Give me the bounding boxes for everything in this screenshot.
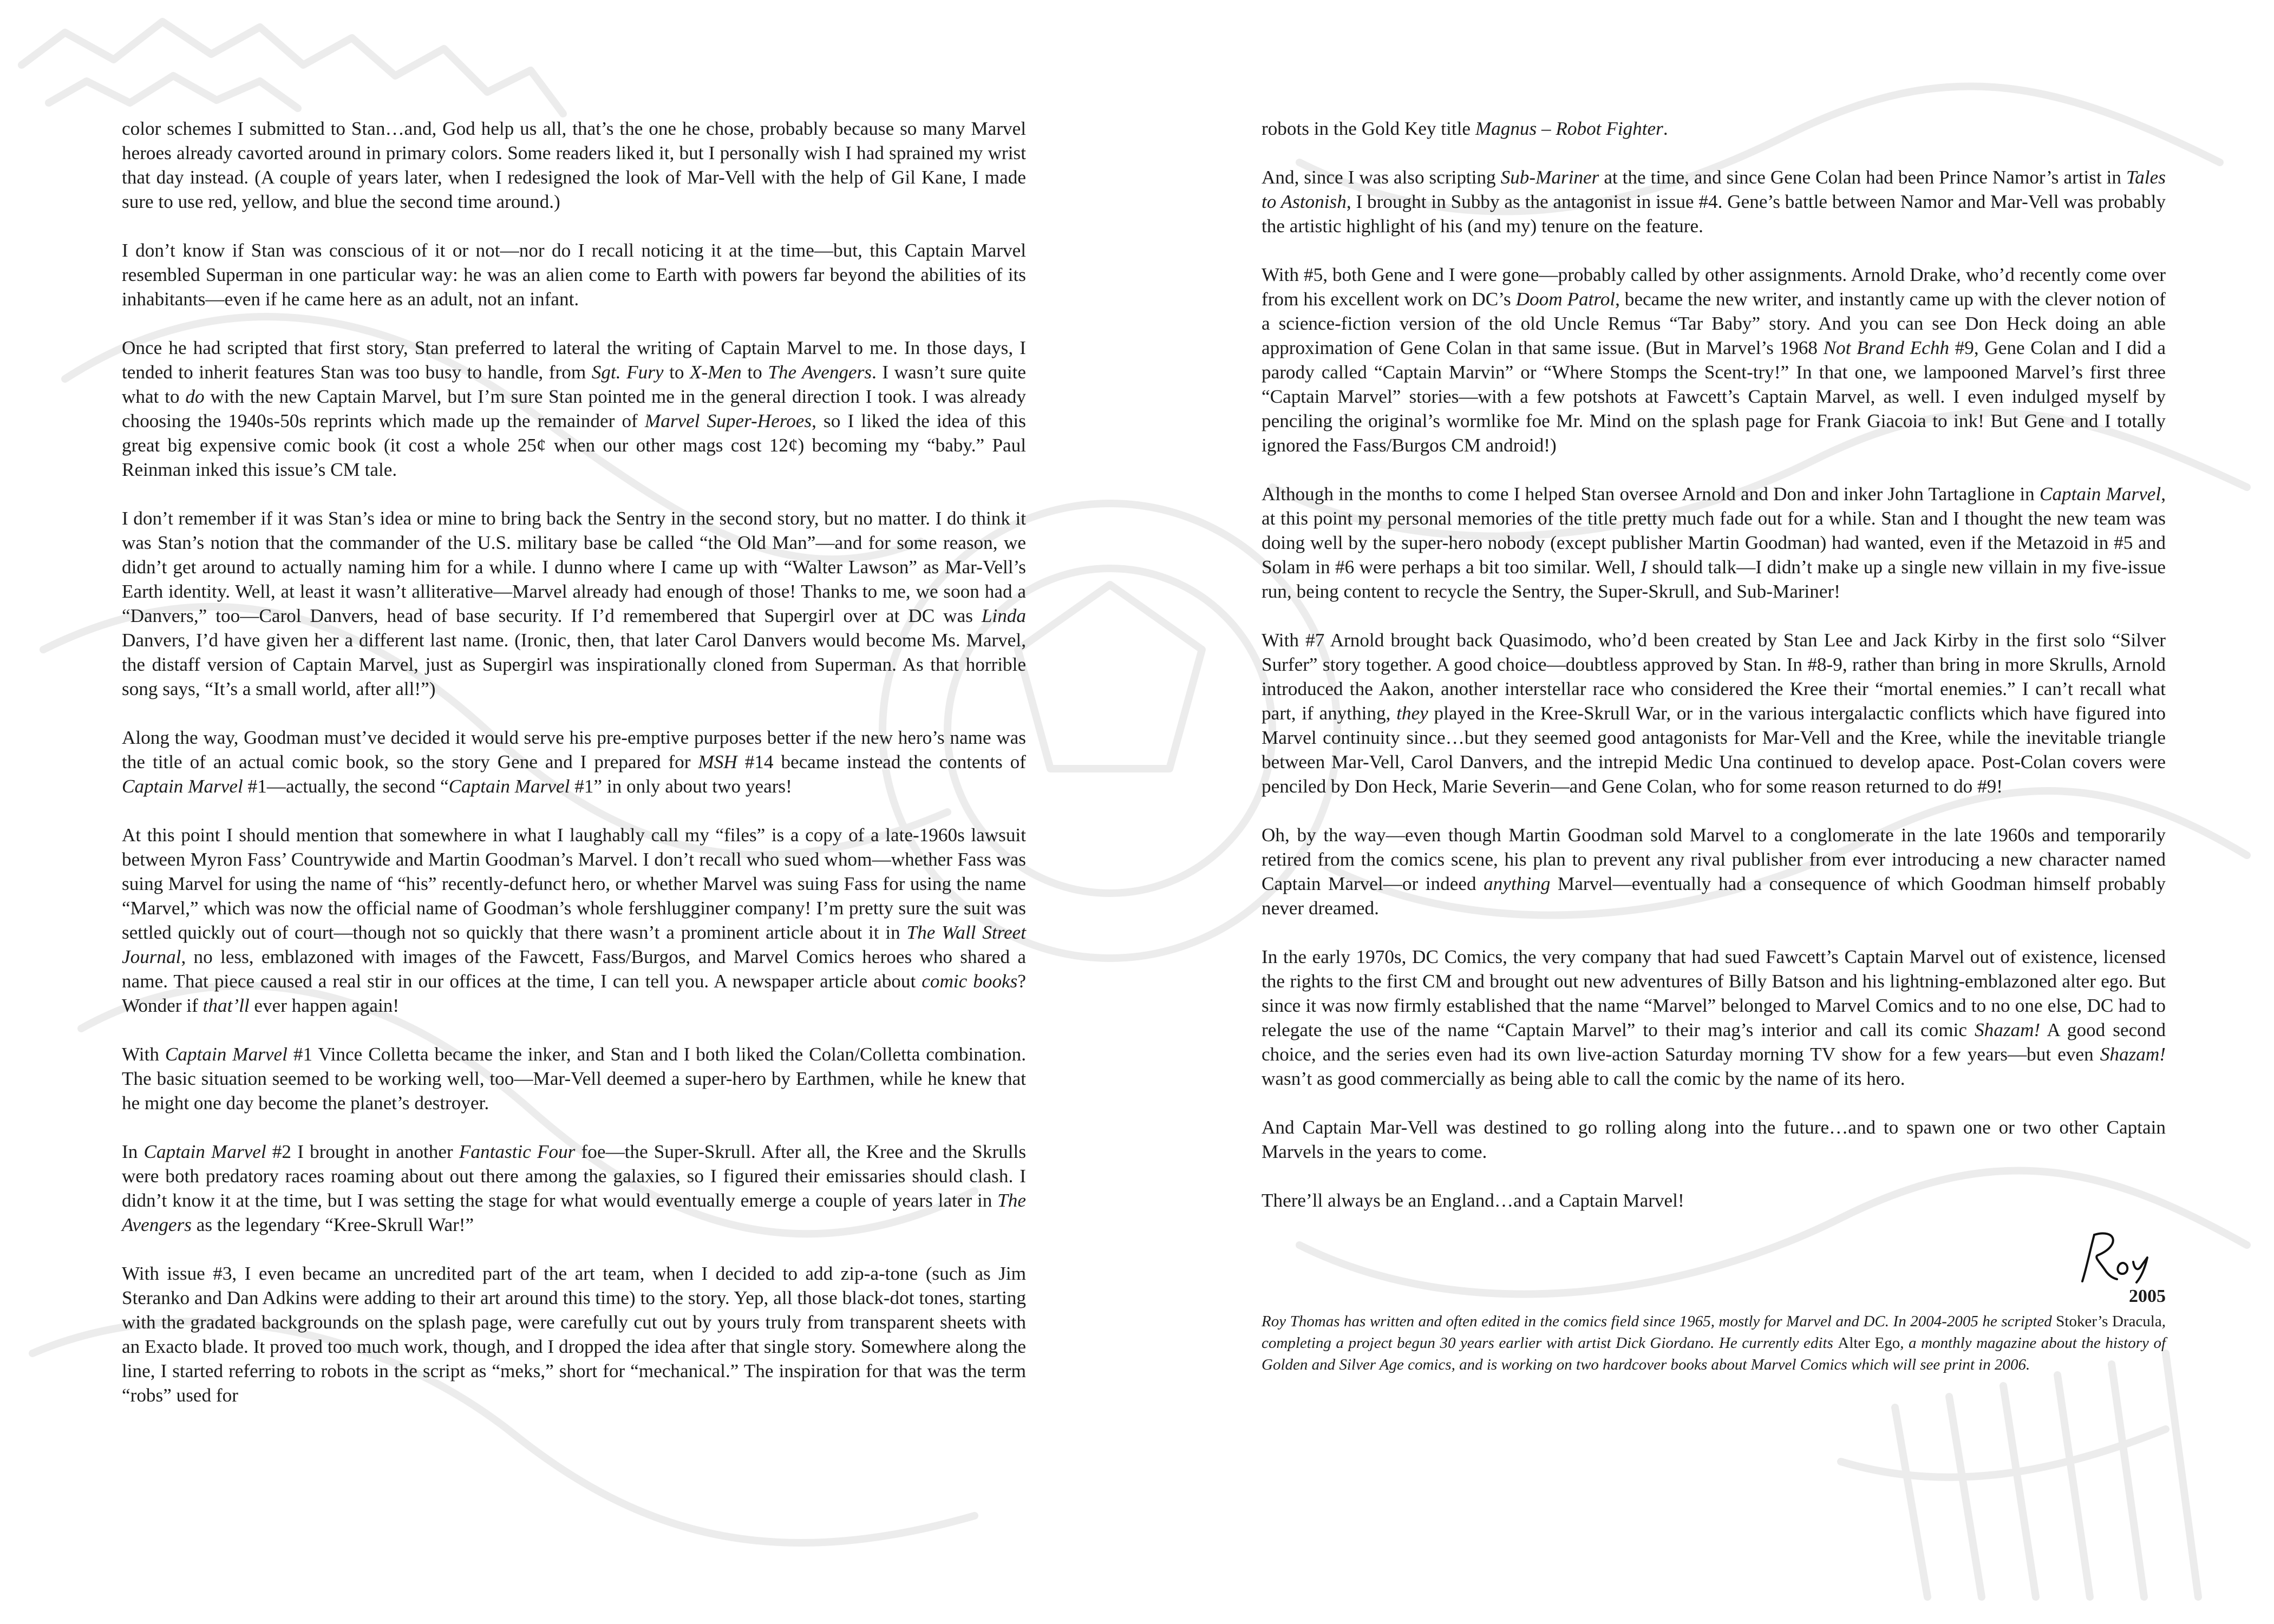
left-paragraph-8: In Captain Marvel #2 I brought in another Fantastic Four foe—the Super-Skrull. After all, the Kree and the Skrulls were both predatory races roaming about out there among the galaxies, so I figured their emissaries should clash. I didn’t know it at the time, but I was setting the stage for what would eventually emerge a couple of years later in The Avengers as the legendary “Kree-Skrull War!” [122, 1141, 1027, 1235]
right-column [1262, 116, 2166, 1400]
left-column [122, 116, 1026, 1407]
left-paragraph-4: I don’t remember if it was Stan’s idea or mine to bring back the Sentry in the second story, but no matter. I do think it was Stan’s notion that the commander of the U.S. military base be called “the Old Man”—and for some reason, we didn’t get around to actually naming him for a while. I dunno where I came up with “Walter Lawson” as Mar-Vell’s Earth identity. Well, at least it wasn’t alliterative—Marvel already had enough of those! Thanks to me, we soon had a “Danvers,” too—Carol Danvers, head of base security. If I’d remembered that Supergirl over at DC was Linda Danvers, I’d have given her a different last name. (Ironic, then, that later Carol Danvers would become Ms. Marvel, the distaff version of Captain Marvel, just as Supergirl was inspirationally cloned from Superman. As that horrible song says, “It’s a small world, after all!”) [122, 508, 1026, 699]
right-paragraph-1: robots in the Gold Key title Magnus – Robot Fighter. [1262, 118, 1668, 139]
left-paragraph-2: I don’t know if Stan was conscious of it or not—nor do I recall noticing it at the time—but, this Captain Marvel resembled Superman in one particular way: he was an alien come to Earth with powers far beyond the abilities of its inhabitants—even if he came here as an adult, not an infant. [122, 240, 1026, 310]
left-paragraph-5: Along the way, Goodman must’ve decided it would serve his pre-emptive purposes better if the new hero’s name was the title of an actual comic book, so the story Gene and I prepared for MSH #14 became instead the contents of Captain Marvel #1—actually, the second “Captain Marvel #1” in only about two years! [122, 727, 1026, 797]
right-paragraph-6: Oh, by the way—even though Martin Goodman sold Marvel to a conglomerate in the late 1960s and temporarily retired from the comics scene, his plan to prevent any rival publisher from ever introducing a new character named Captain Marvel—or indeed anything Marvel—eventually had a consequence of which Goodman himself probably never dreamed. [1262, 824, 2166, 919]
left-paragraph-7: With Captain Marvel #1 Vince Colletta became the inker, and Stan and I both liked the Colan/Colletta combination. The basic situation seemed to be working well, too—Mar-Vell deemed a super-hero by Earthmen, while he knew that he might one day become the planet’s destroyer. [122, 1044, 1026, 1114]
author-bio: Roy Thomas has written and often edited in the comics field since 1965, mostly for Marvel and DC. In 2004-2005 he scripted Stoker’s Dracula, completing a project begun 30 years earlier with artist Dick Giordano. He currently edits Alter Ego, a monthly magazine about the history of Golden and Silver Age comics, and is working on two hardcover books about Marvel Comics which will see print in 2006. [1262, 1313, 2166, 1373]
left-paragraph-3: Once he had scripted that first story, Stan preferred to lateral the writing of Captain Marvel to me. In those days, I tended to inherit features Stan was too busy to handle, from Sgt. Fury to X-Men to The Avengers. I wasn’t sure quite what to do with the new Captain Marvel, but I’m sure Stan pointed me in the general direction I took. I was already choosing the 1940s-50s reprints which made up the remainder of Marvel Super-Heroes, so I liked the idea of this great big expensive comic book (it cost a whole 25¢ when our other mags cost 12¢) becoming my “baby.” Paul Reinman inked this issue’s CM tale. [122, 337, 1026, 480]
right-paragraph-5: With #7 Arnold brought back Quasimodo, who’d been created by Stan Lee and Jack Kirby in the first solo “Silver Surfer” story together. A good choice—doubtless approved by Stan. In #8-9, rather than bring in more Skrulls, Arnold introduced the Aakon, another interstellar race who considered the Kree their “mortal enemies.” I can’t recall what part, if anything, they played in the Kree-Skrull War, or in the various intergalactic conflicts which have figured into Marvel continuity since…but they seemed good antagonists for Mar-Vell and the Kree, while the inevitable triangle between Mar-Vell, Carol Danvers, and the intrepid Medic Una continued to develop apace. Post-Colan covers were penciled by Don Heck, Marie Severin—and Gene Colan, who for some reason returned to do #9! [1262, 630, 2166, 797]
right-paragraph-3: With #5, both Gene and I were gone—probably called by other assignments. Arnold Drake, who’d recently come over from his excellent work on DC’s Doom Patrol, became the new writer, and instantly came up with the clever notion of a science-fiction version of the old Uncle Remus “Tar Baby” story. And you can see Don Heck doing an able approximation of Gene Colan in that same issue. (But in Marvel’s 1968 Not Brand Echh #9, Gene Colan and I did a parody called “Captain Marvin” or “Where Stomps the Scent-try!” In that one, we lampooned Marvel’s first three “Captain Marvel” stories—with a few potshots at Fawcett’s Captain Marvel, as well. I even indulged myself by penciling the original’s wormlike foe Mr. Mind on the splash page for Frank Giacoia to ink! But Gene and I totally ignored the Fass/Burgos CM android!) [1262, 264, 2166, 456]
left-paragraph-6: At this point I should mention that somewhere in what I laughably call my “files” is a copy of a late-1960s lawsuit between Myron Fass’ Countrywide and Martin Goodman’s Marvel. I don’t recall who sued whom—whether Fass was suing Marvel for using the name of “his” recently-defunct hero, or whether Marvel was suing Fass for using the name “Marvel,” which was now the official name of Goodman’s whole fershlugginer company! I’m pretty sure the suit was settled quickly out of court—though not so quickly that there wasn’t a prominent article about it in The Wall Street Journal, no less, emblazoned with images of the Fawcett, Fass/Burgos, and Marvel Comics heroes who shared a name. That piece caused a real stir in our offices at the time, I can tell you. A newspaper article about comic books? Wonder if that’ll ever happen again! [122, 824, 1026, 1016]
signature-year: 2005 [2129, 1286, 2166, 1306]
handwritten-signature-icon [2078, 1229, 2159, 1284]
right-paragraph-8: And Captain Mar-Vell was destined to go rolling along into the future…and to spawn one or two other Captain Marvels in the years to come. [1262, 1117, 2166, 1162]
right-paragraph-7: In the early 1970s, DC Comics, the very company that had sued Fawcett’s Captain Marvel out of existence, licensed the rights to the first CM and brought out new adventures of Billy Batson and his lightning-emblazoned alter ego. But since it was now firmly established that the name “Marvel” belonged to Marvel Comics and to no one else, DC had to relegate the use of the name “Captain Marvel” to their mag’s interior and call its comic Shazam! A good second choice, and the series even had its own live-action Saturday morning TV show for a few years—but even Shazam! wasn’t as good commercially as being able to call the comic by the name of its hero. [1262, 946, 2166, 1089]
right-paragraph-4: Although in the months to come I helped Stan oversee Arnold and Don and inker John Tartaglione in Captain Marvel, at this point my personal memories of the title pretty much fade out for a while. Stan and I thought the new team was doing well by the super-hero nobody (except publisher Martin Goodman) had wanted, even if the Metazoid in #5 and Solam in #6 were perhaps a bit too similar. Well, I should talk—I didn’t make up a single new villain in my five-issue run, being content to recycle the Sentry, the Super-Skrull, and Sub-Mariner! [1262, 483, 2166, 602]
signature-block [1262, 1229, 2166, 1311]
left-paragraph-9: With issue #3, I even became an uncredited part of the art team, when I decided to add zip-a-tone (such as Jim Steranko and Dan Adkins were adding to their art around this time) to the story. Yep, all those black-dot tones, starting with the gradated backgrounds on the splash page, were carefully cut out by yours truly from transparent sheets with an Exacto blade. It proved too much work, though, and I dropped the idea after that single story. Somewhere along the line, I started referring to robots in the script as “meks,” short for “mechanical.” The inspiration for that was the term “robs” used for [122, 1263, 1026, 1406]
right-paragraph-2: And, since I was also scripting Sub-Mariner at the time, and since Gene Colan had been Prince Namor’s artist in Tales to Astonish, I brought in Subby as the antagonist in issue #4. Gene’s battle between Namor and Mar-Vell was probably the artistic highlight of his (and my) tenure on the feature. [1262, 167, 2166, 237]
right-paragraph-9: There’ll always be an England…and a Captain Marvel! [1262, 1190, 1684, 1211]
left-paragraph-1: color schemes I submitted to Stan…and, God help us all, that’s the one he chose, probably because so many Marvel heroes already cavorted around in primary colors. Some readers liked it, but I personally wish I had sprained my wrist that day instead. (A couple of years later, when I redesigned the look of Mar-Vell with the help of Gil Kane, I made sure to use red, yellow, and blue the second time around.) [122, 118, 1026, 212]
